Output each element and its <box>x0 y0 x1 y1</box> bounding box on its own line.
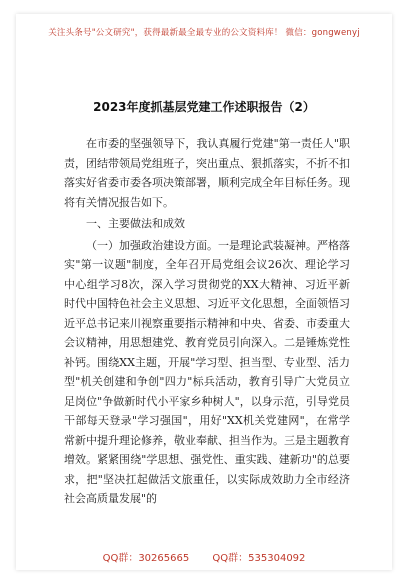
document-page <box>16 14 392 570</box>
body-paragraph: （一）加强政治建设方面。一是理论武装凝神。严格落实"第一议题"制度，全年召开局党组会议26次、理论学习中心组学习8次，深入学习贯彻党的XX大精神、习近平新时代中国特色社会主义思想、习近平文化思想，全面领悟习近平总书记来川视察重要指示精神和中央、省委、市委重大会议精神，用思想建党、教育党员引向深入。二是锤炼党性补钙。围绕XX主题，开展"学习型、担当型、专业型、活力型"机关创建和争创"四力"标兵活动，教育引导广大党员立足岗位"争做新时代小平家乡种树人"，以身示范，引导党员干部每天登录"学习强国"，用好"XX机关党建网"，在常学常新中提升理论修养，敬业奉献、担当作为。三是主题教育增效。紧紧围绕"学思想、强党性、重实践、建新功"的总要求，把"坚决扛起做活文旅重任，以实际成效助力全市经济社会高质量发展"的 <box>64 238 350 505</box>
section-heading: 一、主要做法和成效 <box>86 217 185 230</box>
footer-contact <box>16 549 392 564</box>
qq-group-2: QQ群：535304092 <box>212 553 306 564</box>
intro-paragraph: 在市委的坚强领导下，我认真履行党建"第一责任人"职责，团结带领局党组班子，突出重点、狠抓落实，不折不扣落实好省委市委各项决策部署，顺利完成全年目标任务。现将有关情况报告如下。 <box>64 137 350 209</box>
document-body <box>64 134 350 511</box>
document-title: 2023年度抓基层党建工作述职报告（2） <box>93 100 315 114</box>
qq-group-1: QQ群：30265665 <box>102 553 190 564</box>
header-banner: 关注头条号"公文研究"，获得最新最全最专业的公文资料库！ 微信：gongwenyj <box>48 28 360 38</box>
